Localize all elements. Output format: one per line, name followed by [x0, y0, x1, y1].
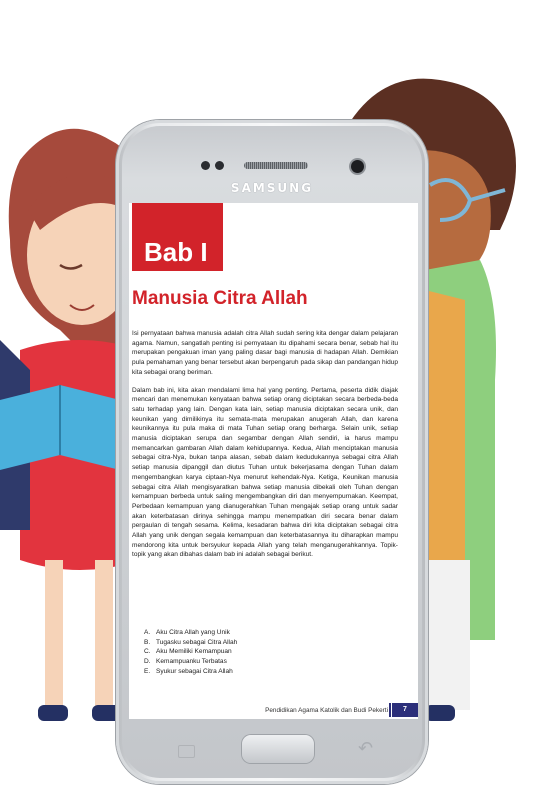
- list-marker: D.: [144, 658, 151, 666]
- girl-leg-shape: [45, 560, 63, 710]
- girl-shoe-shape: [38, 705, 68, 721]
- intro-paragraph: Dalam bab ini, kita akan mendalami lima hal yang penting. Pertama, peserta didik diajak mencari dan menemukan kenyataan bahwa setiap orang diciptakan secara berbeda-beda satu terhadap yang lain. Dengan kata lain, setiap manusia diciptakan secara unik, dan keunikan yang dimilikinya itu semata-mata merupakan anugerah Allah, dan karena keunikannya itu pula maka di mata Tuhan setiap orang berharga. Selain unik, setiap manusia diciptakan serupa dan segambar dengan Allah sendiri, ia harus mampu memancarkan gambaran Allah dalam kehidupannya. Kedua, Allah menciptakan manusia sebagai citra-Nya, bukan tanpa alasan, sebab dalam kedudukannya sebagai citra Allah setiap manusia dipanggil dan diutus Tuhan untuk bekerjasama dengan Tuhan dalam mengembangkan karya ciptaan-Nya menurut kehendak-Nya. Ketiga, Keunikan manusia sebagai citra Allah mengisyaratkan bahwa setiap manusia dibekali oleh Tuhan dengan kemampuan berbeda untuk saling mengembangkan diri dan menyempurnakan. Keempat, Perbedaan kemampuan yang dianugerahkan Tuhan mengajak setiap orang untuk sadar akan keterbatasan dirinya sehingga mampu menempatkan diri secara benar dalam pergaulan di tengah sesama. Kelima, kesadaran bahwa diri kita diciptakan sebagai citra Allah yang unik dengan segala kemampuan dan keterbatasannya itu diharapkan mampu mendorong kita untuk bersyukur kepada Allah yang telah menganugerahkannya. Topik-topik yang akan dibahas dalam bab ini adalah sebagai berikut.: [132, 386, 398, 559]
- list-item: [132, 628, 398, 638]
- back-icon[interactable]: ↶: [358, 738, 374, 758]
- chapter-number: I: [200, 237, 208, 267]
- list-marker: C.: [144, 648, 151, 656]
- page-number: 7: [392, 703, 418, 717]
- list-item: [132, 647, 398, 657]
- list-item-text: Aku Memiliki Kemampuan: [156, 648, 232, 656]
- list-item: [132, 667, 398, 677]
- sensor-dot-icon: [215, 161, 224, 170]
- speaker-grille: [244, 162, 308, 169]
- footer-divider: [389, 703, 391, 717]
- boy-shirt-shape: [425, 290, 465, 560]
- chapter-intro-text: [132, 329, 398, 568]
- chapter-label: [144, 237, 208, 268]
- list-item-text: Tugasku sebagai Citra Allah: [156, 638, 238, 646]
- recent-apps-icon[interactable]: [178, 745, 195, 758]
- phone-screen[interactable]: [129, 203, 418, 719]
- list-marker: A.: [144, 629, 151, 636]
- sensor-dot-icon: [201, 161, 210, 170]
- list-item-text: Aku Citra Allah yang Unik: [156, 629, 230, 636]
- topic-list: [132, 628, 398, 676]
- boy-pants-shape: [425, 560, 470, 710]
- list-marker: E.: [144, 667, 151, 675]
- chapter-label-text: Bab: [144, 237, 194, 267]
- book-title-footer: Pendidikan Agama Katolik dan Budi Pekerti: [265, 707, 388, 714]
- intro-paragraph: Isi pernyataan bahwa manusia adalah citra Allah sudah sering kita dengar dalam pelajaran agama. Namun, sangatlah penting isi pernyataan itu dipahami secara benar, sebab hal itu merupakan pengakuan iman yang paling dasar bagi manusia di hadapan Allah. Demikian pula pemahaman yang benar tersebut akan berpengaruh pada sikap dan pandangan hidup kita sebagai orang beriman.: [132, 330, 398, 376]
- home-button[interactable]: [242, 735, 314, 763]
- list-item-text: Kemampuanku Terbatas: [156, 658, 227, 666]
- boy-shoe-shape: [425, 705, 455, 721]
- list-item-text: Syukur sebagai Citra Allah: [156, 667, 233, 675]
- list-item: [132, 638, 398, 648]
- girl-leg-shape: [95, 560, 113, 710]
- list-item: [132, 657, 398, 667]
- list-marker: B.: [144, 638, 151, 646]
- chapter-title: Manusia Citra Allah: [132, 288, 308, 309]
- front-camera-icon: [351, 160, 364, 173]
- chapter-badge: [132, 203, 223, 271]
- phone-brand-logo: SAMSUNG: [230, 181, 314, 195]
